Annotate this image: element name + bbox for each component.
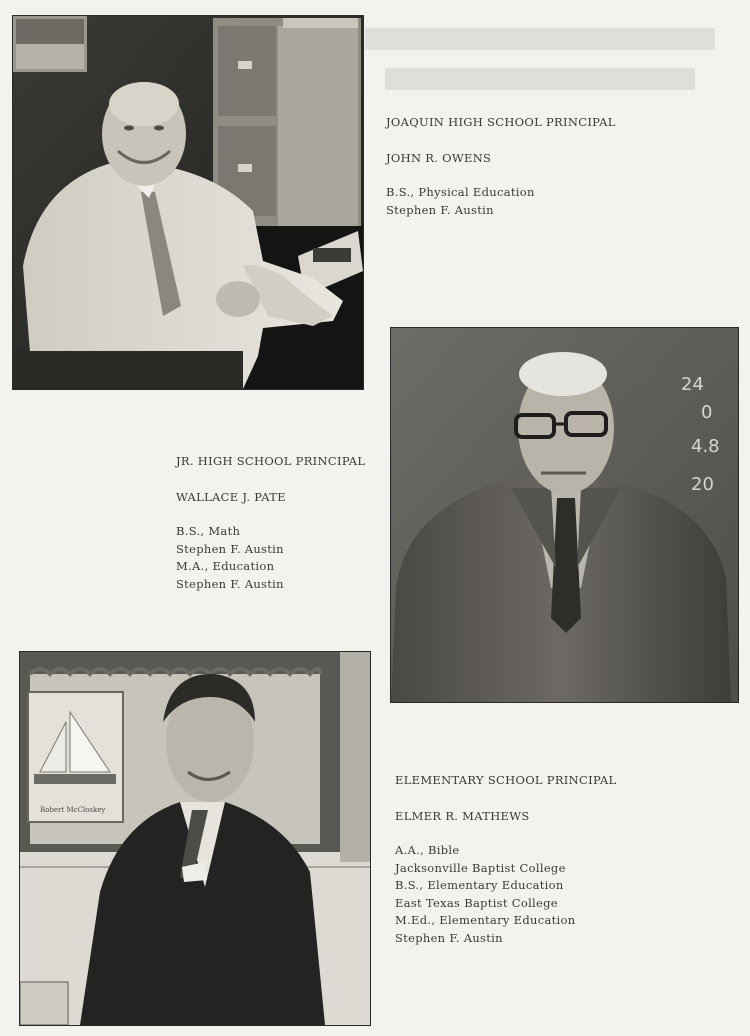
credential-line: B.S., Physical Education bbox=[386, 185, 535, 199]
mathews-photo bbox=[19, 651, 371, 1026]
credential-line: East Texas Baptist College bbox=[395, 895, 558, 910]
principal-title: ELEMENTARY SCHOOL PRINCIPAL bbox=[395, 773, 617, 787]
credential-line: A.A., Bible bbox=[395, 843, 460, 857]
principal-name: JOHN R. OWENS bbox=[386, 150, 492, 165]
pate-photo bbox=[390, 327, 739, 703]
credential-line: Stephen F. Austin bbox=[176, 576, 284, 591]
principal-title: JOAQUIN HIGH SCHOOL PRINCIPAL bbox=[386, 115, 616, 129]
pate-caption bbox=[176, 453, 365, 593]
poster-caption: Robert McCloskey bbox=[40, 806, 106, 814]
chalk-mark: 24 bbox=[681, 374, 704, 395]
credential-line: Stephen F. Austin bbox=[176, 541, 284, 556]
owens-photo bbox=[12, 15, 364, 390]
credential-line: Stephen F. Austin bbox=[386, 202, 494, 217]
owens-caption bbox=[386, 114, 616, 219]
credential-line: Jacksonville Baptist College bbox=[395, 860, 566, 875]
principal-name: ELMER R. MATHEWS bbox=[395, 808, 530, 823]
chalk-mark: 0 bbox=[701, 402, 713, 423]
credential-line: B.S., Math bbox=[176, 524, 241, 538]
principal-name: WALLACE J. PATE bbox=[176, 489, 286, 504]
credential-line: B.S., Elementary Education bbox=[395, 878, 564, 892]
credential-line: M.Ed., Elementary Education bbox=[395, 913, 576, 927]
credential-line: M.A., Education bbox=[176, 559, 275, 573]
chalk-mark: 4.8 bbox=[691, 436, 720, 457]
mathews-caption bbox=[395, 772, 616, 947]
chalk-mark: 20 bbox=[691, 474, 714, 495]
credential-line: Stephen F. Austin bbox=[395, 930, 503, 945]
show-through-text bbox=[355, 18, 735, 108]
principal-title: JR. HIGH SCHOOL PRINCIPAL bbox=[176, 454, 366, 468]
